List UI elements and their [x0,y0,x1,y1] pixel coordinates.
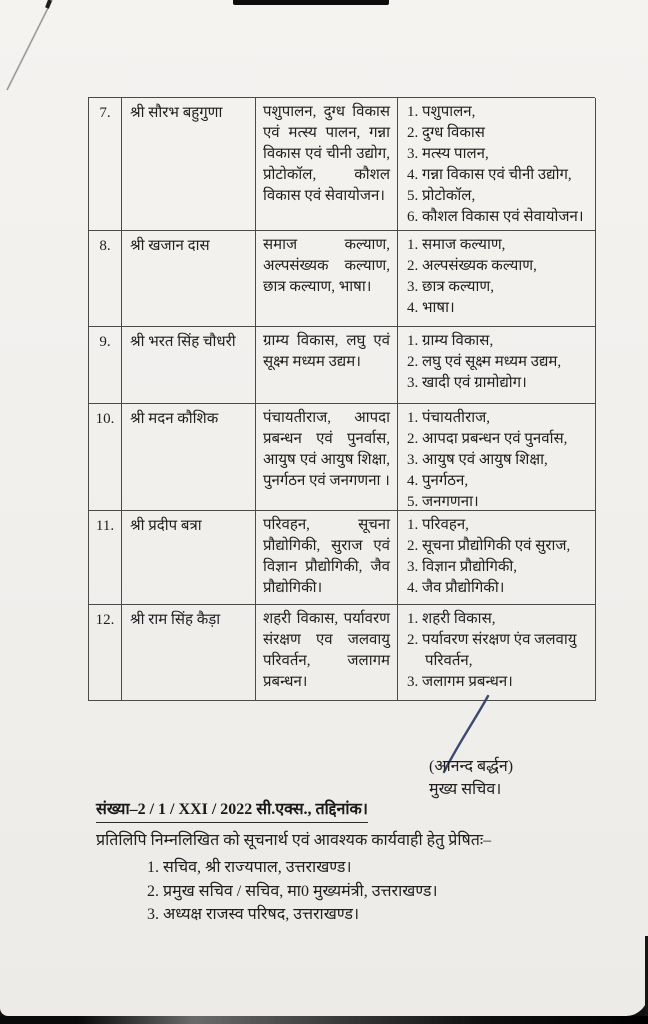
portfolio-table [88,97,595,701]
portfolio-item: 2. पर्यावरण संरक्षण एंव जलवायु परिवर्तन, [407,632,577,669]
portfolio-summary: समाज कल्याण, अल्पसंख्यक कल्याण, छात्र कल्याण, भाषा। [256,231,398,327]
minister-name: श्री भरत सिंह चौधरी [122,327,256,404]
portfolio-item: 1. ग्राम्य विकास, [407,333,494,349]
portfolio-item: 1. समाज कल्याण, [407,237,506,253]
minister-name: श्री सौरभ बहुगुणा [122,98,256,231]
row-serial: 8. [89,231,122,327]
portfolio-item: 1. शहरी विकास, [407,611,496,627]
minister-name: श्री मदन कौशिक [122,404,256,511]
row-serial: 11. [89,511,122,605]
portfolio-item: 1. परिवहन, [407,517,469,533]
scan-edge-bottom [0,1016,648,1024]
recipient-item: 1. सचिव, श्री राज्यपाल, उत्तराखण्ड। [147,859,352,876]
portfolio-item: 3. छात्र कल्याण, [407,279,494,295]
portfolio-item: 3. विज्ञान प्रौद्योगिकी, [407,559,518,575]
table-row [89,98,595,231]
portfolio-item: 2. लघु एवं सूक्ष्म मध्यम उद्यम, [407,354,562,370]
portfolio-item: 3. खादी एवं ग्रामोद्योग। [407,375,527,391]
portfolio-summary: पशुपालन, दुग्ध विकास एवं मत्स्य पालन, गन्ना विकास एवं चीनी उद्योग, प्रोटोकॉल, कौशल विकास एवं सेवायोजन। [256,98,398,231]
portfolio-item: 1. पंचायतीराज, [407,410,490,426]
portfolio-list [398,605,596,701]
portfolio-list [398,511,596,605]
row-serial: 7. [89,98,122,231]
row-serial: 12. [89,605,122,701]
recipient-item: 2. प्रमुख सचिव / सचिव, मा0 मुख्यमंत्री, उत्तराखण्ड। [147,882,438,900]
portfolio-list [398,98,596,231]
signatory-title: मुख्य सचिव। [429,781,502,798]
portfolio-item: 3. जलागम प्रबन्धन। [407,674,513,690]
portfolio-item: 3. आयुष एवं आयुष शिक्षा, [407,452,548,468]
scan-artifact-top-bar [233,0,389,5]
signature-block [429,755,609,801]
portfolio-item: 2. दुग्ध विकास [407,125,485,141]
portfolio-item: 5. जनगणना। [407,494,479,510]
recipient-item: 3. अध्यक्ष राजस्व परिषद, उत्तराखण्ड। [147,906,360,923]
portfolio-item: 4. गन्ना विकास एवं चीनी उद्योग, [407,167,572,183]
row-serial: 9. [89,327,122,404]
portfolio-summary: शहरी विकास, पर्यावरण संरक्षण एव जलवायु परिवर्तन, जलागम प्रबन्धन। [256,605,398,701]
minister-name: श्री राम सिंह कैड़ा [122,605,256,701]
portfolio-summary: परिवहन, सूचना प्रौद्योगिकी, सुराज एवं विज्ञान प्रौद्योगिकी, जैव प्रौद्योगिकी। [256,511,398,605]
table-row [89,605,595,701]
table-row [89,231,595,327]
reference-number-text: संख्या–2 / 1 / XXI / 2022 सी.एक्स., तद्दिनांक। [96,797,368,823]
portfolio-item: 2. अल्पसंख्यक कल्याण, [407,258,537,274]
portfolio-item: 4. जैव प्रौद्योगिकी। [407,580,505,596]
minister-name: श्री खजान दास [122,231,256,327]
portfolio-item: 2. आपदा प्रबन्धन एवं पुनर्वास, [407,431,568,447]
row-serial: 10. [89,404,122,511]
portfolio-list [398,327,596,404]
portfolio-summary: ग्राम्य विकास, लघु एवं सूक्ष्म मध्यम उद्यम। [256,327,398,404]
portfolio-item: 3. मत्स्य पालन, [407,146,489,162]
table-row [89,511,595,605]
table-row [89,327,595,404]
signatory-name: (आनन्द बर्द्धन) [429,758,514,775]
portfolio-item: 4. पुनर्गठन, [407,473,469,489]
portfolio-item: 6. कौशल विकास एवं सेवायोजन। [407,209,584,225]
recipients-list [147,856,547,927]
crease-line-icon [0,0,64,92]
portfolio-item: 1. पशुपालन, [407,104,476,120]
portfolio-item: 5. प्रोटोकॉल, [407,188,476,204]
portfolio-list [398,231,596,327]
portfolio-summary: पंचायतीराज, आपदा प्रबन्धन एवं पुनर्वास, आयुष एवं आयुष शिक्षा, पुनर्गठन एवं जनगणना । [256,404,398,511]
portfolio-item: 2. सूचना प्रौद्योगिकी एवं सुराज, [407,538,571,554]
minister-name: श्री प्रदीप बत्रा [122,511,256,605]
portfolio-list [398,404,596,511]
reference-number-line [96,797,368,823]
table-row [89,404,595,511]
copy-to-line: प्रतिलिपि निम्नलिखित को सूचनार्थ एवं आवश्यक कार्यवाही हेतु प्रेषितः– [96,832,492,849]
portfolio-item: 4. भाषा। [407,300,455,316]
